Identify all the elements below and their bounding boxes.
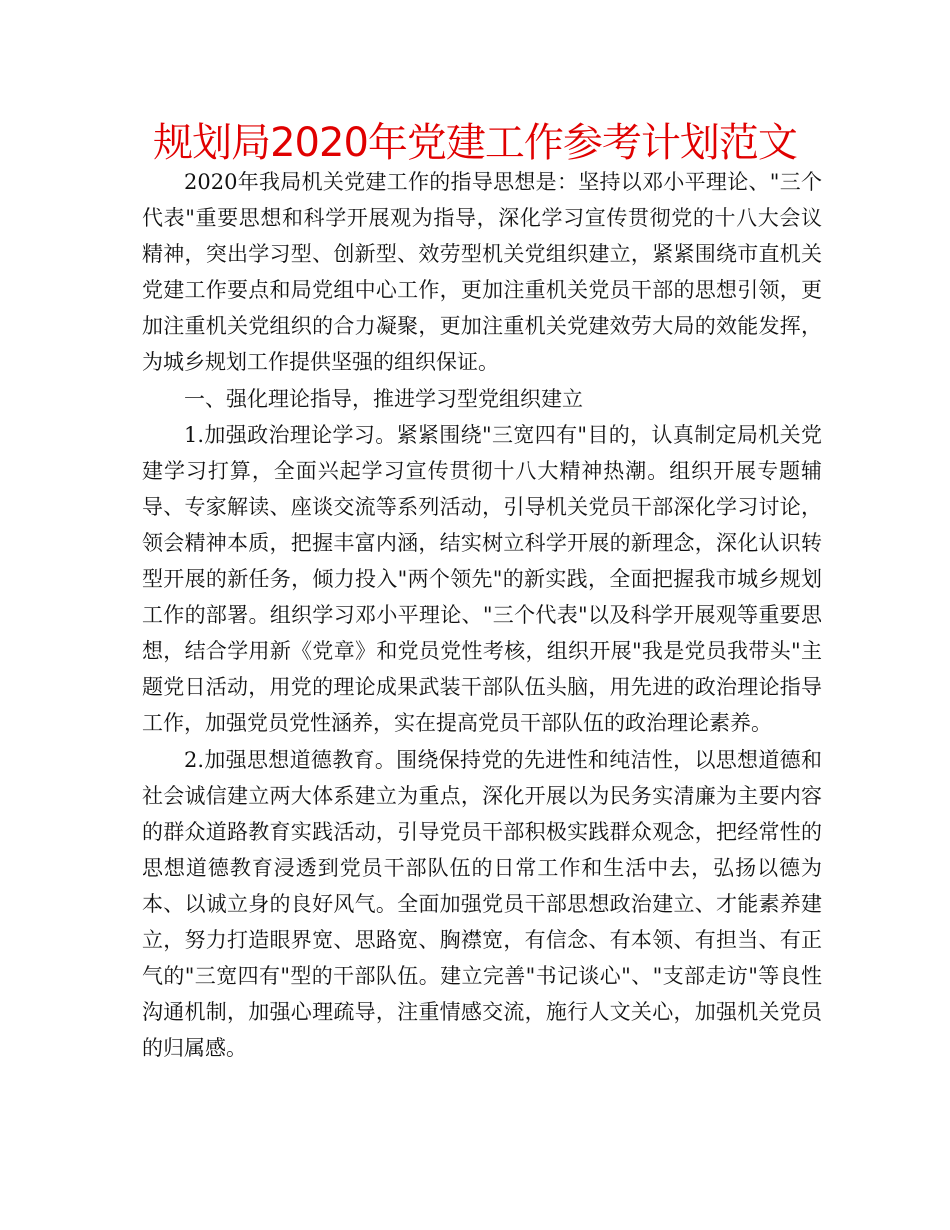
paragraph-item-1: 1.加强政治理论学习。紧紧围绕"三宽四有"目的，认真制定局机关党建学习打算，全面兴起学习宣传贯彻十八大精神热潮。组织开展专题辅导、专家解读、座谈交流等系列活动，引导机关党员干部深化学习讨论，领会精神本质，把握丰富内涵，结实树立科学开展的新理念，深化认识转型开展的新任务，倾力投入"两个领先"的新实践，全面把握我市城乡规划工作的部署。组织学习邓小平理论、"三个代表"以及科学开展观等重要思想，结合学用新《党章》和党员党性考核，组织开展"我是党员我带头"主题党日活动，用党的理论成果武装干部队伍头脑，用先进的政治理论指导工作，加强党员党性涵养，实在提高党员干部队伍的政治理论素养。 <box>142 422 822 736</box>
document-body <box>142 164 822 1066</box>
paragraph-guiding-thought: 2020年我局机关党建工作的指导思想是：坚持以邓小平理论、"三个代表"重要思想和科学开展观为指导，深化学习宣传贯彻党的十八大会议精神，突出学习型、创新型、效劳型机关党组织建立，紧紧围绕市直机关党建工作要点和局党组中心工作，更加注重机关党员干部的思想引领，更加注重机关党组织的合力凝聚，更加注重机关党建效劳大局的效能发挥，为城乡规划工作提供坚强的组织保证。 <box>142 170 822 375</box>
document-title: 规划局2020年党建工作参考计划范文 <box>153 120 797 166</box>
section-heading-1: 一、强化理论指导，推进学习型党组织建立 <box>184 386 583 411</box>
paragraph-item-2: 2.加强思想道德教育。围绕保持党的先进性和纯洁性，以思想道德和社会诚信建立两大体系建立为重点，深化开展以为民务实清廉为主要内容的群众道路教育实践活动，引导党员干部积极实践群众观念，把经常性的思想道德教育浸透到党员干部队伍的日常工作和生活中去，弘扬以德为本、以诚立身的良好风气。全面加强党员干部思想政治建立、才能素养建立，努力打造眼界宽、思路宽、胸襟宽，有信念、有本领、有担当、有正气的"三宽四有"型的干部队伍。建立完善"书记谈心"、"支部走访"等良性沟通机制，加强心理疏导，注重情感交流，施行人文关心，加强机关党员的归属感。 <box>142 747 822 1061</box>
